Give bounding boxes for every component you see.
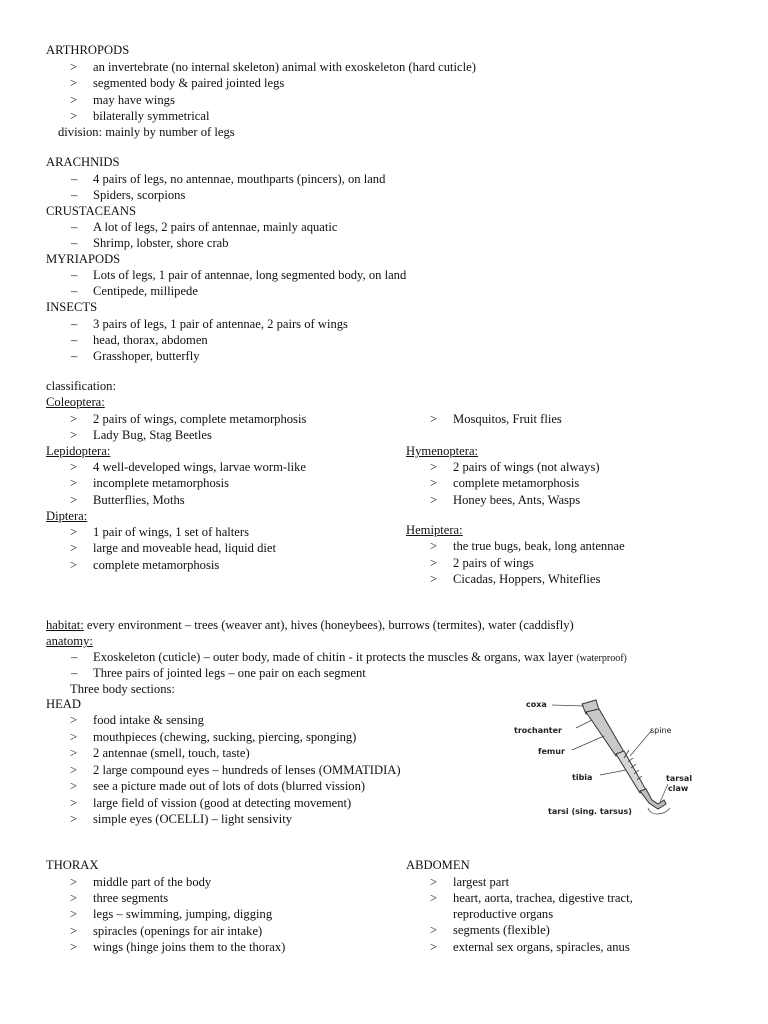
- bullet: >: [430, 891, 438, 905]
- bullet: >: [70, 746, 78, 760]
- lepidoptera-heading: Lepidoptera:: [46, 444, 111, 458]
- bullet: >: [70, 730, 78, 744]
- bullet: >: [70, 812, 78, 826]
- tarsi-segment: [640, 789, 666, 809]
- habitat-label: habitat:: [46, 618, 84, 632]
- bullet: >: [70, 875, 78, 889]
- crustaceans-heading: CRUSTACEANS: [46, 204, 136, 218]
- tarsal-label: tarsal: [666, 774, 693, 783]
- insects-heading: INSECTS: [46, 300, 98, 314]
- list-item: Centipede, millipede: [93, 284, 198, 298]
- list-item: Spiders, scorpions: [93, 188, 186, 202]
- list-item: legs – swimming, jumping, digging: [93, 907, 273, 921]
- list-item: wings (hinge joins them to the thorax): [93, 940, 286, 954]
- bullet: >: [70, 109, 78, 123]
- bullet: >: [70, 460, 78, 474]
- list-item: see a picture made out of lots of dots (blurred vission): [93, 779, 366, 793]
- bullet: >: [70, 907, 78, 921]
- bullet: >: [70, 940, 78, 954]
- division-note: division: mainly by number of legs: [58, 125, 235, 139]
- bullet: >: [70, 412, 78, 426]
- list-item: 4 well-developed wings, larvae worm-like: [93, 460, 306, 474]
- dash: –: [71, 333, 78, 347]
- coleoptera-heading: Coleoptera:: [46, 395, 105, 409]
- list-item: largest part: [453, 875, 510, 889]
- list-item: spiracles (openings for air intake): [93, 924, 263, 938]
- list-item: large field of vission (good at detecting movement): [93, 796, 352, 810]
- list-item: Three pairs of jointed legs – one pair on each segment: [93, 666, 366, 680]
- dash: –: [71, 317, 78, 331]
- bullet: >: [70, 924, 78, 938]
- list-item: segmented body & paired jointed legs: [93, 76, 285, 90]
- diptera-heading: Diptera:: [46, 509, 88, 523]
- arthropods-heading: ARTHROPODS: [46, 43, 130, 57]
- dash: –: [71, 236, 78, 250]
- list-item: Mosquitos, Fruit flies: [453, 412, 562, 426]
- bullet: >: [70, 525, 78, 539]
- list-item-continuation: reproductive organs: [453, 907, 554, 921]
- list-item: 2 pairs of wings (not always): [453, 460, 600, 474]
- list-item: external sex organs, spiracles, anus: [453, 940, 630, 954]
- dash: –: [71, 220, 78, 234]
- body-sections-label: Three body sections:: [70, 682, 175, 696]
- dash: –: [71, 172, 78, 186]
- bullet: >: [70, 493, 78, 507]
- list-item: an invertebrate (no internal skeleton) animal with exoskeleton (hard cuticle): [93, 60, 476, 74]
- list-item: Cicadas, Hoppers, Whiteflies: [453, 572, 601, 586]
- femur-segment: [586, 709, 624, 756]
- dash: –: [71, 349, 78, 363]
- list-item: the true bugs, beak, long antennae: [453, 539, 625, 553]
- bullet: >: [70, 558, 78, 572]
- list-item: incomplete metamorphosis: [93, 476, 230, 490]
- list-item: Honey bees, Ants, Wasps: [453, 493, 581, 507]
- bullet: >: [430, 460, 438, 474]
- list-item: food intake & sensing: [93, 713, 204, 727]
- abdomen-heading: ABDOMEN: [406, 858, 470, 872]
- list-item: three segments: [93, 891, 169, 905]
- bullet: >: [70, 93, 78, 107]
- classification-label: classification:: [46, 379, 116, 393]
- list-item: complete metamorphosis: [453, 476, 580, 490]
- habitat-line: [46, 617, 574, 633]
- list-item: 3 pairs of legs, 1 pair of antennae, 2 pairs of wings: [93, 317, 348, 331]
- tibia-label: tibia: [572, 773, 593, 782]
- dash: –: [71, 268, 78, 282]
- list-item: Lady Bug, Stag Beetles: [93, 428, 212, 442]
- list-item: 2 pairs of wings: [453, 556, 534, 570]
- list-item: bilaterally symmetrical: [93, 109, 210, 123]
- bullet: >: [430, 539, 438, 553]
- bullet: >: [430, 572, 438, 586]
- claw-label: claw: [668, 784, 689, 793]
- waterproof-note: (waterproof): [576, 653, 627, 664]
- bullet: >: [70, 428, 78, 442]
- list-item: middle part of the body: [93, 875, 212, 889]
- bullet: >: [70, 541, 78, 555]
- bullet: >: [70, 779, 78, 793]
- insect-leg-diagram: [500, 692, 722, 824]
- list-item: 1 pair of wings, 1 set of halters: [93, 525, 249, 539]
- dash: –: [71, 666, 78, 680]
- arachnids-heading: ARACHNIDS: [46, 155, 120, 169]
- bullet: >: [430, 923, 438, 937]
- list-item: head, thorax, abdomen: [93, 333, 208, 347]
- tibia-segment: [616, 751, 646, 793]
- list-item: 2 antennae (smell, touch, taste): [93, 746, 250, 760]
- head-heading: HEAD: [46, 697, 81, 711]
- list-item: Shrimp, lobster, shore crab: [93, 236, 229, 250]
- thorax-heading: THORAX: [46, 858, 99, 872]
- bullet: >: [70, 763, 78, 777]
- bullet: >: [70, 713, 78, 727]
- list-item: 2 pairs of wings, complete metamorphosis: [93, 412, 307, 426]
- list-item: Butterflies, Moths: [93, 493, 185, 507]
- bullet: >: [70, 60, 78, 74]
- list-item: large and moveable head, liquid diet: [93, 541, 277, 555]
- pointer-lines: [552, 705, 670, 814]
- list-item: heart, aorta, trachea, digestive tract,: [453, 891, 633, 905]
- bullet: >: [430, 940, 438, 954]
- dash: –: [71, 284, 78, 298]
- bullet: >: [430, 556, 438, 570]
- hymenoptera-heading: Hymenoptera:: [406, 444, 479, 458]
- habitat-text: every environment – trees (weaver ant), hives (honeybees), burrows (termites), water (caddisfly): [83, 618, 574, 632]
- list-item: segments (flexible): [453, 923, 550, 937]
- dash: –: [71, 650, 78, 664]
- list-item: A lot of legs, 2 pairs of antennae, mainly aquatic: [93, 220, 338, 234]
- list-item: 2 large compound eyes – hundreds of lenses (OMMATIDIA): [93, 763, 401, 777]
- list-item: 4 pairs of legs, no antennae, mouthparts (pincers), on land: [93, 172, 386, 186]
- bullet: >: [430, 412, 438, 426]
- bullet: >: [70, 76, 78, 90]
- bullet: >: [70, 476, 78, 490]
- bullet: >: [430, 875, 438, 889]
- list-item: Lots of legs, 1 pair of antennae, long segmented body, on land: [93, 268, 407, 282]
- bullet: >: [70, 891, 78, 905]
- list-item: may have wings: [93, 93, 175, 107]
- femur-label: femur: [538, 747, 565, 756]
- bullet: >: [430, 493, 438, 507]
- list-item: complete metamorphosis: [93, 558, 220, 572]
- anatomy-item-text: Exoskeleton (cuticle) – outer body, made of chitin - it protects the muscles & organs, wax layer: [93, 650, 577, 664]
- myriapods-heading: MYRIAPODS: [46, 252, 121, 266]
- coxa-label: coxa: [526, 700, 547, 709]
- hemiptera-heading: Hemiptera:: [406, 523, 463, 537]
- dash: –: [71, 188, 78, 202]
- trochanter-label: trochanter: [514, 726, 562, 735]
- list-item: simple eyes (OCELLI) – light sensivity: [93, 812, 293, 826]
- anatomy-label: anatomy:: [46, 634, 93, 648]
- bullet: >: [430, 476, 438, 490]
- tarsi-label: tarsi (sing. tarsus): [548, 807, 632, 816]
- list-item: mouthpieces (chewing, sucking, piercing, sponging): [93, 730, 357, 744]
- spine-label: spine: [650, 726, 672, 735]
- bullet: >: [70, 796, 78, 810]
- list-item: Grasshoper, butterfly: [93, 349, 200, 363]
